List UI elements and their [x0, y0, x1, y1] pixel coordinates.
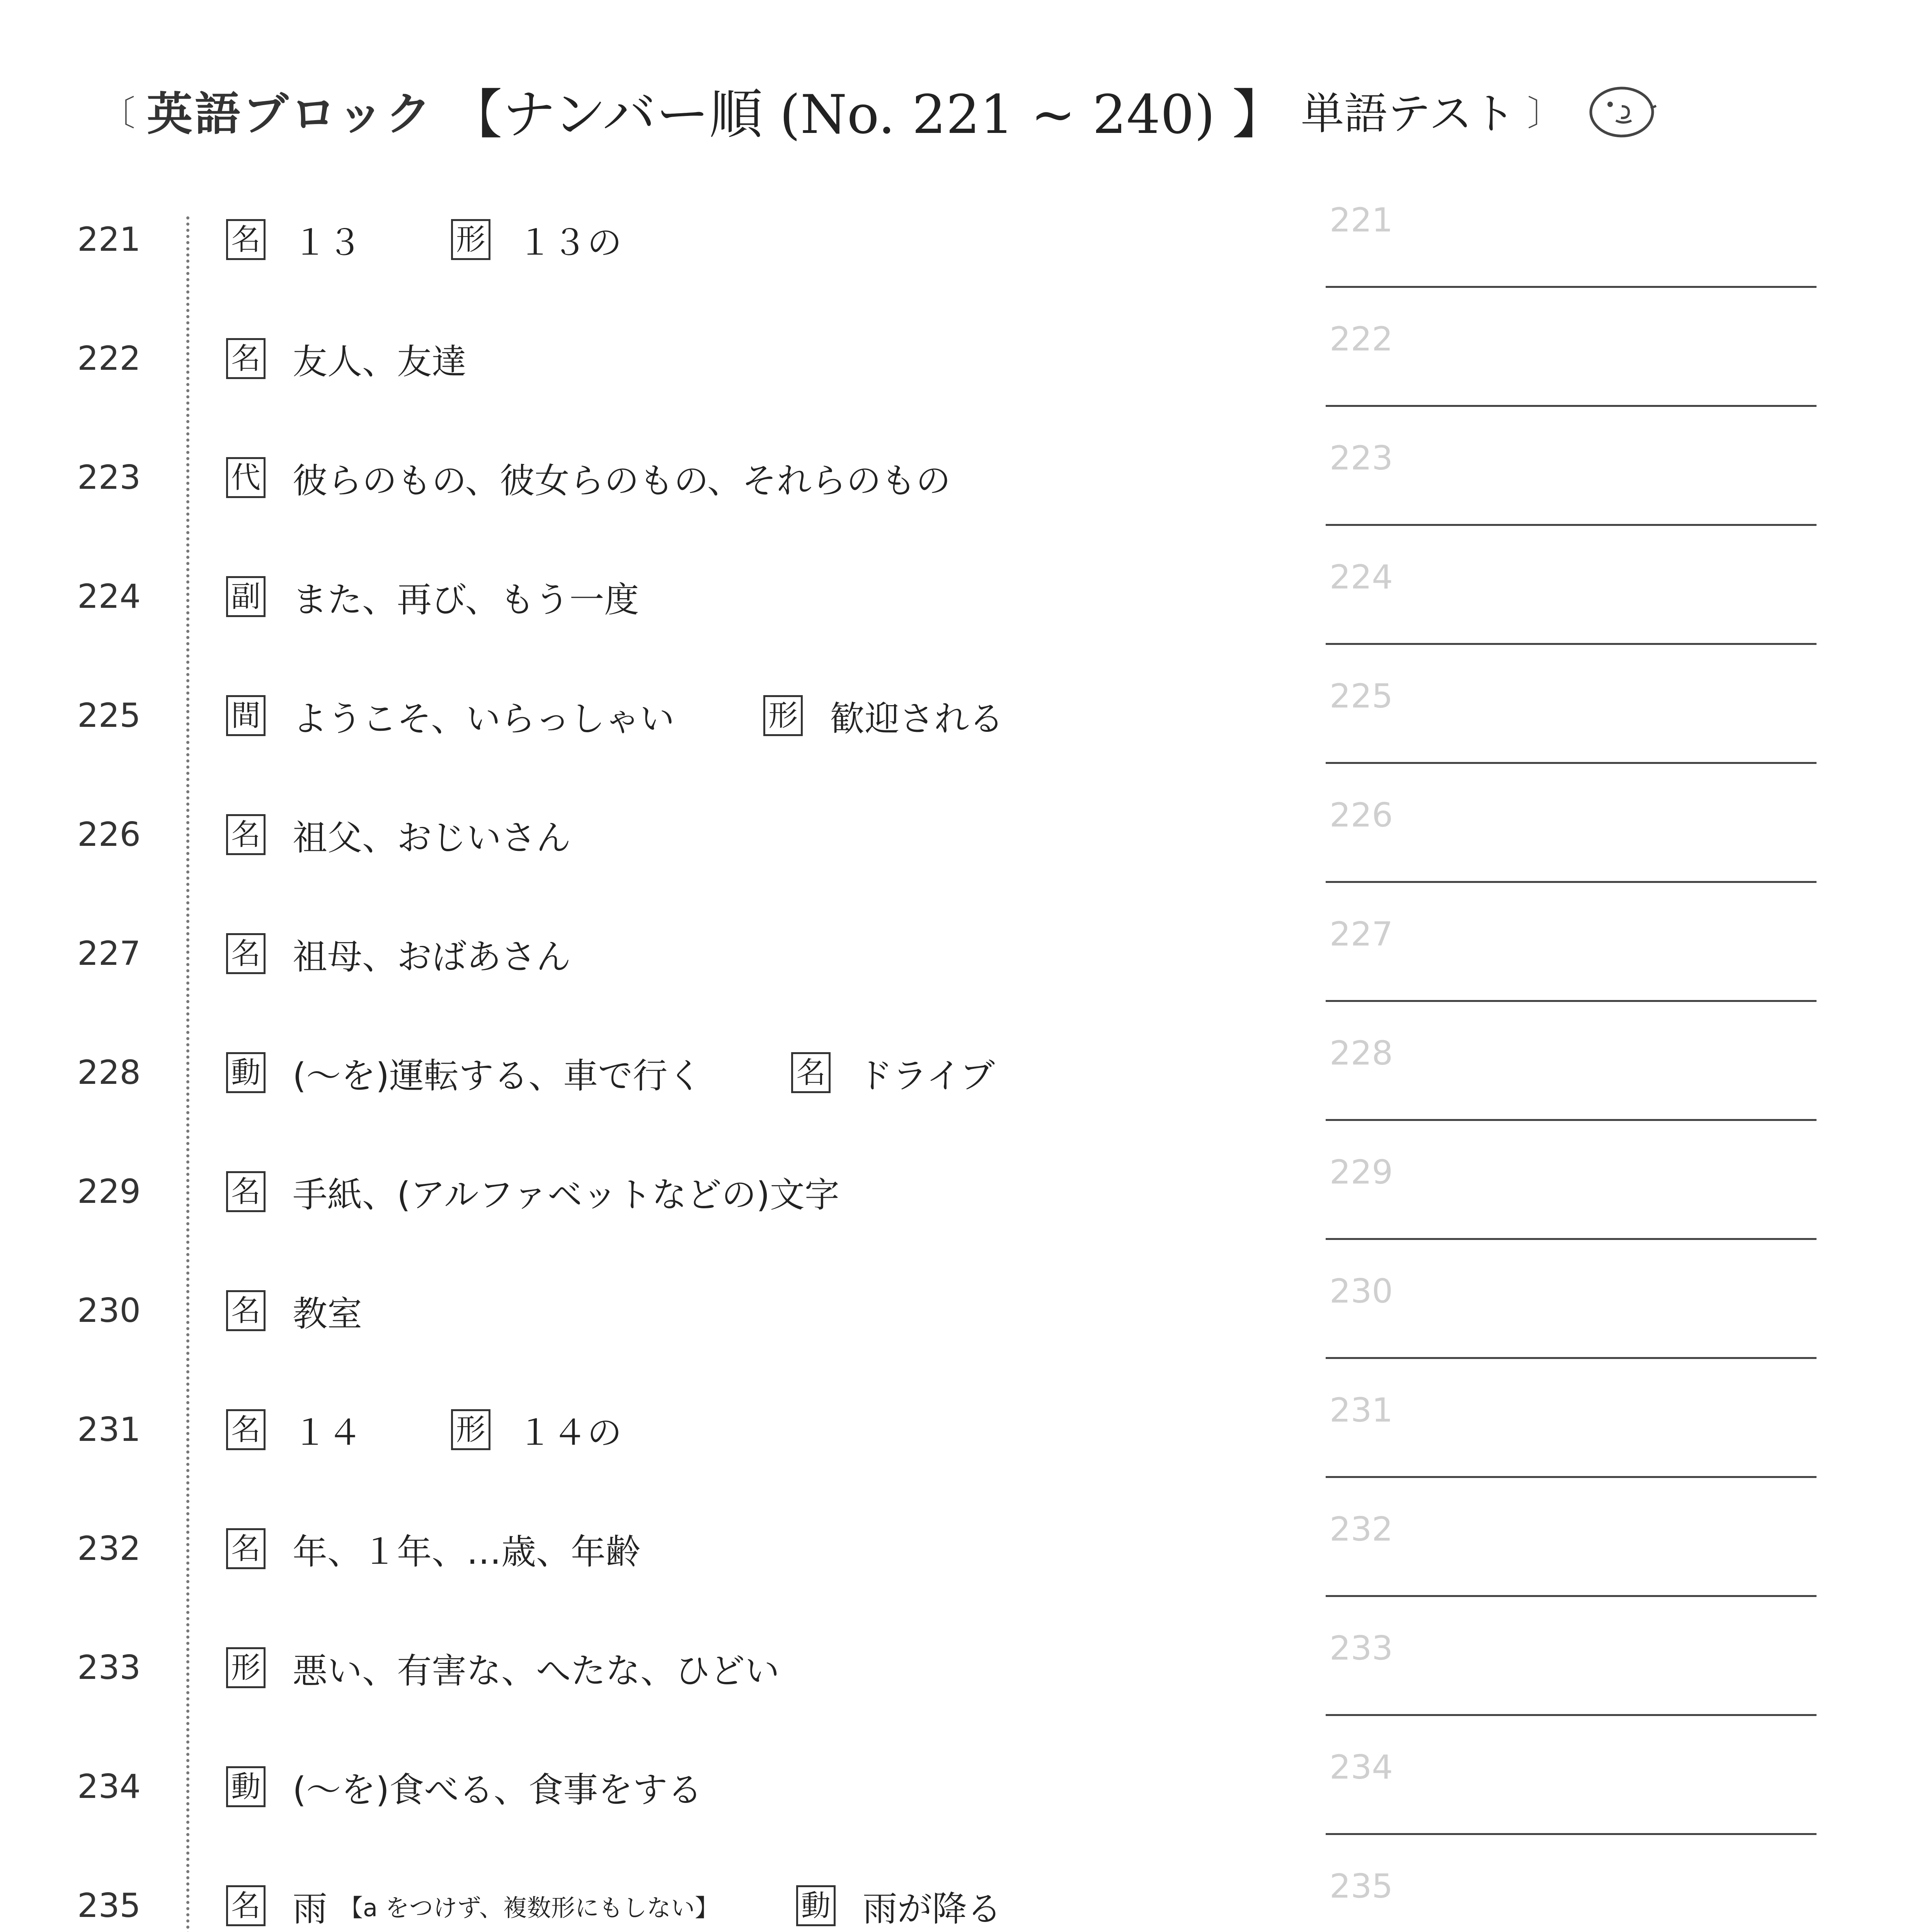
- answer-line[interactable]: [1326, 1264, 1817, 1359]
- word-row: [0, 788, 1917, 907]
- definition-group: [226, 1383, 622, 1476]
- word-row: [0, 1026, 1917, 1145]
- meaning-text: 祖母、おばあさん: [293, 937, 571, 977]
- definition-group: [226, 312, 466, 405]
- part-of-speech-badge: 副: [226, 576, 266, 617]
- meaning-text: １４: [293, 1413, 362, 1453]
- answer-number-label: 227: [1330, 915, 1393, 954]
- word-row: [0, 1859, 1917, 1932]
- answer-line[interactable]: [1326, 1383, 1817, 1478]
- part-of-speech-badge-secondary: 形: [451, 219, 490, 260]
- answer-number-label: 231: [1330, 1391, 1393, 1430]
- answer-line[interactable]: [1326, 1145, 1817, 1240]
- answer-number-label: 228: [1330, 1034, 1393, 1073]
- part-of-speech-badge: 名: [226, 338, 266, 379]
- definition-group: [226, 1502, 640, 1595]
- word-number: 233: [77, 1648, 141, 1687]
- answer-line[interactable]: [1326, 907, 1817, 1002]
- answer-number-label: 234: [1330, 1748, 1393, 1787]
- definition-group: [226, 1740, 702, 1833]
- answer-line[interactable]: [1326, 1859, 1817, 1932]
- definition-group: [226, 1145, 839, 1238]
- meaning-text: (～を)運転する、車で行く: [293, 1056, 703, 1096]
- part-of-speech-badge: 名: [226, 1409, 266, 1450]
- definition-group: [226, 550, 639, 643]
- definition-group: [226, 1621, 780, 1714]
- part-of-speech-badge: 名: [226, 1171, 266, 1212]
- part-of-speech-badge-secondary: 形: [763, 695, 803, 736]
- meaning-text: 彼らのもの、彼女らのもの、それらのもの: [293, 461, 951, 501]
- definition-group: [226, 193, 622, 286]
- meaning-text: 教室: [293, 1294, 362, 1334]
- part-of-speech-badge-secondary: 名: [791, 1052, 831, 1093]
- answer-line[interactable]: [1326, 431, 1817, 526]
- meaning-text: 雨: [293, 1889, 327, 1929]
- definition-group: [226, 788, 571, 881]
- answer-line[interactable]: [1326, 1026, 1817, 1121]
- header-open-bracket: 〔: [100, 93, 135, 134]
- definition-group: [226, 1859, 1002, 1932]
- answer-number-label: 224: [1330, 558, 1393, 597]
- answer-number-label: 233: [1330, 1629, 1393, 1668]
- meaning-text: 悪い、有害な、へたな、ひどい: [293, 1651, 780, 1691]
- answer-line[interactable]: [1326, 788, 1817, 883]
- meaning-text-secondary: １３の: [518, 223, 622, 263]
- part-of-speech-badge: 名: [226, 219, 266, 260]
- part-of-speech-badge: 名: [226, 933, 266, 974]
- word-number: 231: [77, 1410, 141, 1449]
- word-row: [0, 669, 1917, 788]
- part-of-speech-badge: 間: [226, 695, 266, 736]
- word-row: [0, 1621, 1917, 1740]
- answer-line[interactable]: [1326, 1740, 1817, 1835]
- part-of-speech-badge: 動: [226, 1766, 266, 1807]
- page-title: 【ナンバー順 (No. 221 ~ 240) 】: [449, 83, 1285, 146]
- word-number: 226: [77, 815, 141, 854]
- meaning-text-secondary: １４の: [518, 1413, 622, 1453]
- answer-number-label: 229: [1330, 1153, 1393, 1192]
- word-number: 223: [77, 458, 141, 497]
- answer-number-label: 221: [1330, 201, 1393, 240]
- word-row: [0, 1740, 1917, 1859]
- word-row: [0, 1502, 1917, 1621]
- word-row: [0, 1383, 1917, 1502]
- part-of-speech-badge-secondary: 形: [451, 1409, 490, 1450]
- meaning-text: (～を)食べる、食事をする: [293, 1770, 703, 1810]
- part-of-speech-badge: 名: [226, 814, 266, 855]
- definition-group: [226, 669, 1004, 762]
- answer-number-label: 226: [1330, 796, 1393, 835]
- word-number: 224: [77, 577, 141, 616]
- answer-line[interactable]: [1326, 550, 1817, 645]
- meaning-text: 友人、友達: [293, 342, 466, 382]
- word-number: 235: [77, 1886, 141, 1925]
- brand-logo: 英語ブロック: [147, 87, 434, 141]
- answer-line[interactable]: [1326, 669, 1817, 764]
- mascot-icon: [1585, 77, 1658, 143]
- word-row: [0, 1145, 1917, 1264]
- header-close-bracket: 〕: [1527, 93, 1562, 134]
- answer-line[interactable]: [1326, 1502, 1817, 1597]
- word-number: 232: [77, 1529, 141, 1568]
- part-of-speech-badge: 動: [226, 1052, 266, 1093]
- meaning-text: 祖父、おじいさん: [293, 818, 571, 858]
- meaning-text: ようこそ、いらっしゃい: [293, 699, 675, 739]
- word-number: 225: [77, 696, 141, 735]
- word-number: 228: [77, 1053, 141, 1092]
- answer-number-label: 225: [1330, 677, 1393, 716]
- word-number: 230: [77, 1291, 141, 1330]
- word-row: [0, 431, 1917, 550]
- word-number: 221: [77, 220, 141, 259]
- word-number: 227: [77, 934, 141, 973]
- page-header: [89, 70, 1751, 151]
- answer-line[interactable]: [1326, 193, 1817, 288]
- answer-number-label: 230: [1330, 1272, 1393, 1311]
- meaning-text: １３: [293, 223, 362, 263]
- part-of-speech-badge: 名: [226, 1290, 266, 1331]
- page-subtitle: 単語テスト: [1301, 88, 1516, 139]
- word-number: 234: [77, 1767, 141, 1806]
- answer-number-label: 223: [1330, 439, 1393, 478]
- part-of-speech-badge: 代: [226, 457, 266, 498]
- definition-group: [226, 907, 571, 1000]
- part-of-speech-badge: 名: [226, 1885, 266, 1926]
- definition-group: [226, 431, 951, 524]
- meaning-text-secondary: 歓迎される: [830, 699, 1004, 739]
- answer-line[interactable]: [1326, 312, 1817, 407]
- meaning-text: また、再び、もう一度: [293, 580, 639, 620]
- meaning-text: 手紙、(アルファベットなどの)文字: [293, 1175, 839, 1215]
- meaning-text-secondary: 雨が降る: [862, 1889, 1002, 1929]
- meaning-text: 年、１年、…歳、年齢: [293, 1532, 640, 1572]
- word-number: 229: [77, 1172, 141, 1211]
- word-number: 222: [77, 339, 141, 378]
- meaning-text-secondary: ドライブ: [858, 1056, 995, 1096]
- answer-number-label: 235: [1330, 1867, 1393, 1906]
- part-of-speech-badge: 形: [226, 1647, 266, 1688]
- answer-line[interactable]: [1326, 1621, 1817, 1716]
- word-row: [0, 907, 1917, 1026]
- word-row: [0, 312, 1917, 431]
- part-of-speech-badge: 名: [226, 1528, 266, 1569]
- word-row: [0, 193, 1917, 312]
- word-row: [0, 1264, 1917, 1383]
- definition-group: [226, 1264, 362, 1357]
- definition-group: [226, 1026, 995, 1119]
- part-of-speech-badge-secondary: 動: [796, 1885, 836, 1926]
- usage-note: 【a をつけず、複数形にもしない】: [339, 1893, 719, 1922]
- word-row: [0, 550, 1917, 669]
- answer-number-label: 222: [1330, 320, 1393, 359]
- answer-number-label: 232: [1330, 1510, 1393, 1549]
